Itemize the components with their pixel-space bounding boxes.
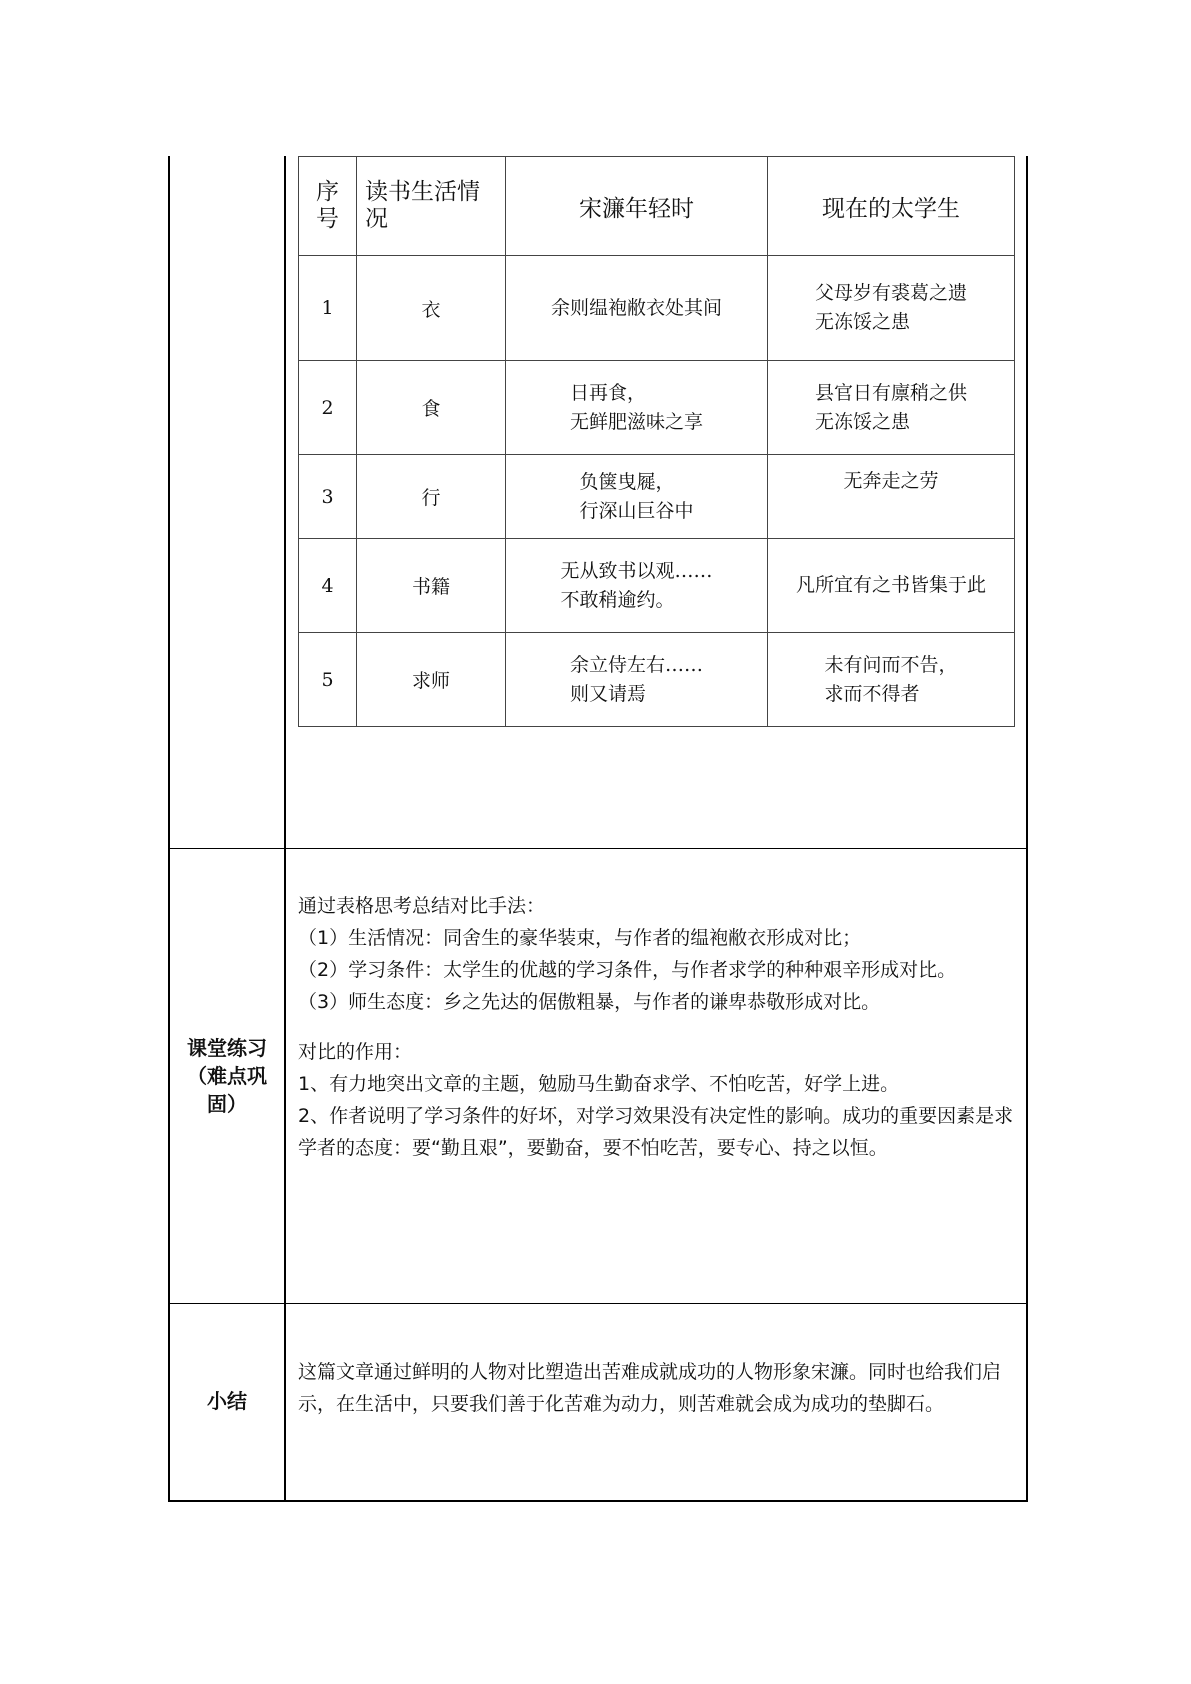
practice-item-3: （3）师生态度：乡之先达的倨傲粗暴，与作者的谦卑恭敬形成对比。: [298, 991, 881, 1013]
row-young: 负箧曳屣， 行深山巨谷中: [506, 455, 768, 539]
table-row: [299, 361, 1015, 455]
row-item: 食: [357, 361, 506, 455]
row-now: 无奔走之劳: [768, 455, 1015, 539]
header-young: 宋濂年轻时: [506, 157, 768, 256]
row-num: 5: [299, 633, 357, 727]
row-item: 衣: [357, 256, 506, 361]
row-young: 余立侍左右…… 则又请焉: [506, 633, 768, 727]
practice-intro: 通过表格思考总结对比手法：: [298, 895, 546, 917]
row-now: 未有问而不告， 求而不得者: [768, 633, 1015, 727]
header-item: 读书生活情 况: [357, 157, 506, 256]
table-row: [299, 539, 1015, 633]
practice-item-1: （1）生活情况：同舍生的豪华装束，与作者的缊袍敝衣形成对比；: [298, 927, 862, 949]
header-now: 现在的太学生: [768, 157, 1015, 256]
practice-content: [298, 890, 1018, 1164]
effect-intro: 对比的作用：: [298, 1041, 413, 1063]
row-young: 日再食， 无鲜肥滋味之享: [506, 361, 768, 455]
row-now: 县官日有廪稍之供 无冻馁之患: [768, 361, 1015, 455]
section-divider-1: [168, 848, 1028, 849]
row-num: 1: [299, 256, 357, 361]
header-num: 序 号: [299, 157, 357, 256]
column-divider: [284, 156, 286, 1502]
section-divider-2: [168, 1303, 1028, 1304]
summary-label: 小结: [207, 1389, 247, 1413]
row-item: 求师: [357, 633, 506, 727]
row-item: 书籍: [357, 539, 506, 633]
table-row: [299, 633, 1015, 727]
effect-point-2: 2、作者说明了学习条件的好坏，对学习效果没有决定性的影响。成功的重要因素是求学者的态度：要“勤且艰”，要勤奋，要不怕吃苦，要专心、持之以恒。: [298, 1105, 1014, 1159]
row-num: 3: [299, 455, 357, 539]
table-row: [299, 455, 1015, 539]
row-num: 2: [299, 361, 357, 455]
row-now: 凡所宜有之书皆集于此: [768, 539, 1015, 633]
row-now: 父母岁有裘葛之遗 无冻馁之患: [768, 256, 1015, 361]
row-young: 无从致书以观…… 不敢稍逾约。: [506, 539, 768, 633]
summary-content: [298, 1356, 1018, 1420]
table-row: [299, 256, 1015, 361]
practice-item-2: （2）学习条件：太学生的优越的学习条件，与作者求学的种种艰辛形成对比。: [298, 959, 957, 981]
row-young: 余则缊袍敝衣处其间: [506, 256, 768, 361]
summary-text: 这篇文章通过鲜明的人物对比塑造出苦难成就成功的人物形象宋濂。同时也给我们启示，在生活中，只要我们善于化苦难为动力，则苦难就会成为成功的垫脚石。: [298, 1361, 1002, 1415]
effect-point-1: 1、有力地突出文章的主题，勉励马生勤奋求学、不怕吃苦，好学上进。: [298, 1073, 900, 1095]
row-num: 4: [299, 539, 357, 633]
comparison-table: [298, 156, 1015, 727]
row-item: 行: [357, 455, 506, 539]
table-header-row: [299, 157, 1015, 256]
practice-label: 课堂练习 （难点巩 固）: [187, 1036, 267, 1116]
